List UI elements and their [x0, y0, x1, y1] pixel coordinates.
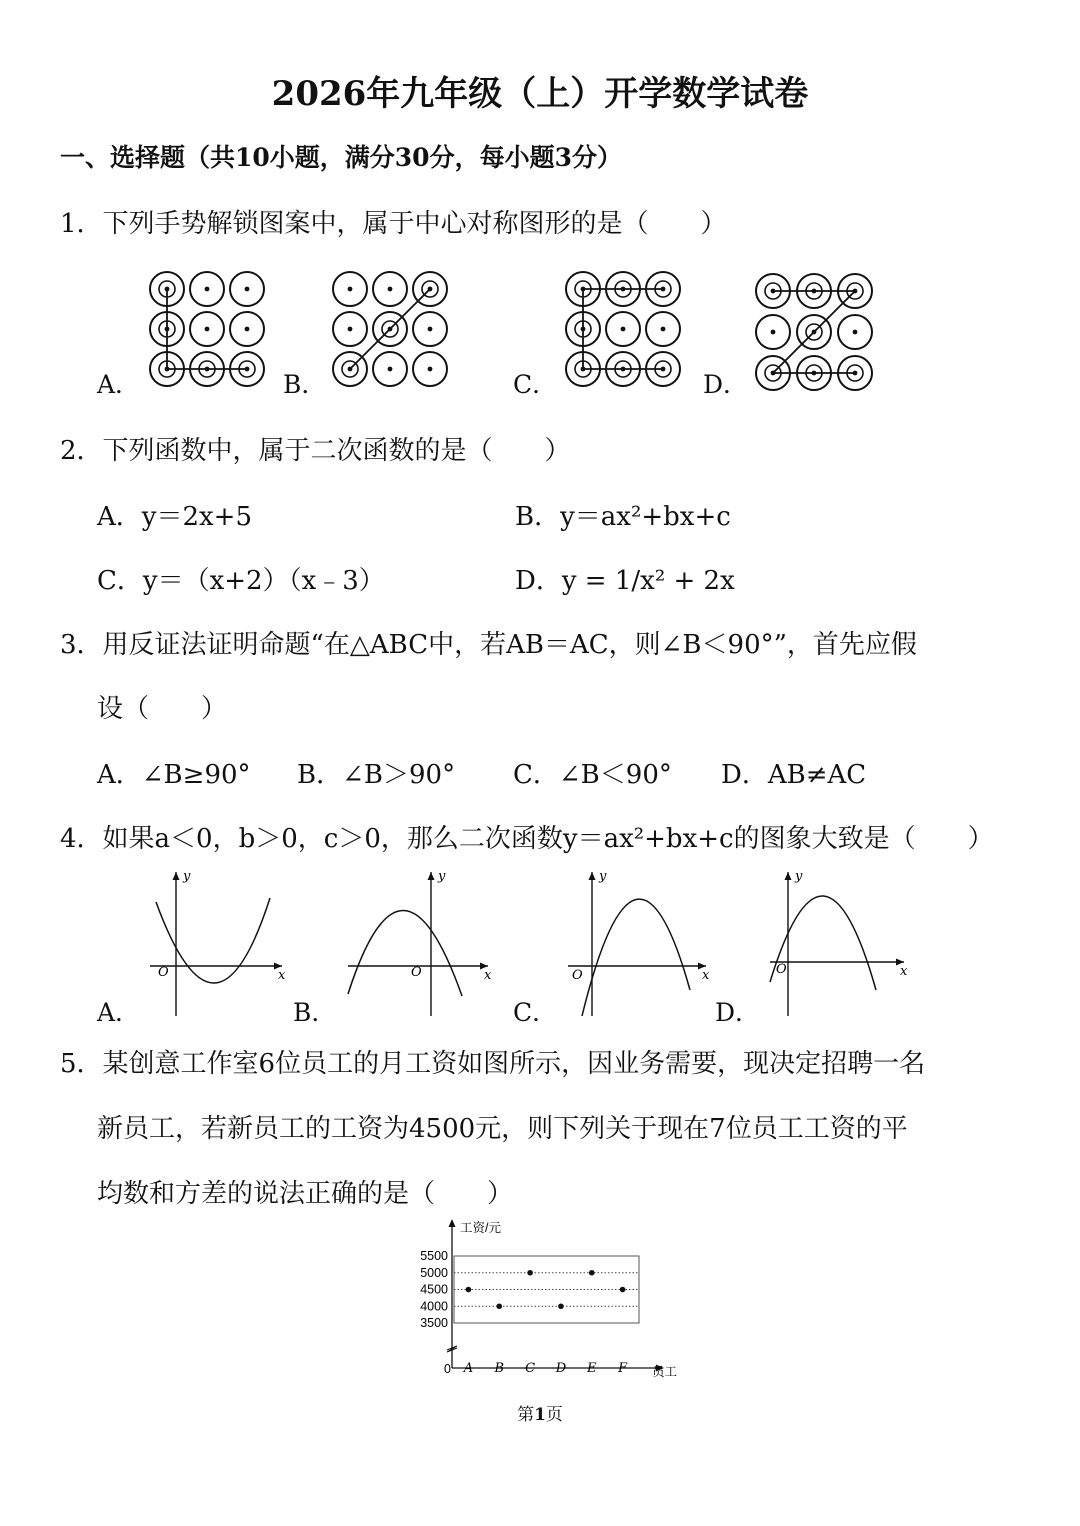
- q4-stem: 4．如果a＜0，b＞0，c＞0，那么二次函数y＝ax²+bx+c的图象大致是（ ）: [60, 824, 994, 854]
- q3-option-c: C．∠B＜90°: [513, 760, 672, 790]
- x-axis-label: x: [702, 968, 710, 983]
- x-axis-label: x: [484, 968, 492, 983]
- section-heading: 一、选择题（共10小题，满分30分，每小题3分）: [60, 143, 622, 172]
- parabola-graph-b: [344, 866, 494, 1016]
- y-axis-label: 工资/元: [460, 1221, 501, 1235]
- q2-option-d: D．y = 1/x² + 2x: [515, 566, 735, 596]
- grid-dot: [661, 327, 666, 332]
- q4-label-d: D．: [715, 998, 761, 1027]
- grid-dot: [853, 330, 858, 335]
- q3-option-d: D．AB≠AC: [721, 760, 867, 790]
- q1-label-a: A．: [97, 370, 141, 399]
- origin-label: O: [158, 965, 169, 980]
- x-tick-label: F: [618, 1361, 628, 1376]
- q2-stem: 2．下列函数中，属于二次函数的是（ ）: [60, 436, 571, 466]
- q1-label-c: C．: [513, 370, 558, 399]
- data-point: [589, 1270, 595, 1276]
- q1-stem: 1．下列手势解锁图案中，属于中心对称图形的是（ ）: [60, 209, 727, 239]
- y-tick-label: 5500: [420, 1249, 448, 1263]
- y-axis-arrow: [589, 872, 596, 880]
- q3-option-b: B．∠B＞90°: [297, 760, 456, 790]
- grid-dot: [388, 287, 393, 292]
- grid-dot: [348, 287, 353, 292]
- x-axis-label: 员工: [652, 1365, 678, 1379]
- y-axis-label: y: [183, 869, 191, 884]
- unlock-pattern-c: [564, 270, 684, 388]
- q1-label-b: B．: [283, 370, 327, 399]
- q4-label-a: A．: [97, 998, 141, 1027]
- grid-dot: [245, 327, 250, 332]
- q2-option-a: A．y＝2x+5: [97, 502, 252, 532]
- x-axis-label: x: [278, 968, 286, 983]
- grid-dot: [348, 327, 353, 332]
- grid-dot: [621, 327, 626, 332]
- y-axis-arrow: [785, 872, 792, 880]
- unlock-pattern-b: [331, 270, 451, 388]
- unlock-pattern-a: [148, 270, 268, 388]
- q5-stem-line1: 5．某创意工作室6位员工的月工资如图所示，因业务需要，现决定招聘一名: [60, 1049, 926, 1079]
- parabola-curve: [156, 898, 270, 983]
- unlock-pattern-d: [752, 270, 876, 388]
- grid-dot: [205, 327, 210, 332]
- wage-scatter-chart: [410, 1215, 690, 1385]
- parabola-graph-d: [766, 866, 910, 1016]
- x-tick-label: B: [494, 1361, 505, 1376]
- parabola-graph-c: [562, 866, 712, 1016]
- y-axis-label: y: [438, 869, 446, 884]
- x-tick-label: C: [525, 1361, 536, 1376]
- parabola-graph-a: [146, 866, 288, 1016]
- grid-dot: [771, 330, 776, 335]
- y-tick-label: 3500: [420, 1316, 448, 1330]
- q3-option-a: A．∠B≥90°: [97, 760, 251, 790]
- y-tick-label: 5000: [420, 1265, 448, 1280]
- parabola-curve: [348, 910, 462, 996]
- footer-suffix: 页: [545, 1405, 563, 1425]
- origin-label: O: [572, 968, 583, 983]
- origin-label: O: [776, 962, 787, 977]
- q3-stem-line2: 设（ ）: [97, 694, 228, 724]
- q1-label-d: D．: [703, 370, 749, 399]
- footer-prefix: 第: [517, 1405, 535, 1425]
- data-point: [496, 1303, 502, 1309]
- grid-dot: [428, 327, 433, 332]
- q5-stem-line3: 均数和方差的说法正确的是（ ）: [97, 1179, 514, 1209]
- origin-label: 0: [444, 1362, 451, 1376]
- page-footer: [0, 1400, 1080, 1425]
- y-axis-label: y: [795, 869, 803, 884]
- grid-dot: [205, 287, 210, 292]
- y-tick-label: 4000: [420, 1299, 448, 1314]
- y-tick-label: 4500: [420, 1282, 448, 1297]
- x-tick-label: E: [587, 1361, 597, 1376]
- footer-page-number: 1: [534, 1405, 546, 1425]
- q4-label-c: C．: [513, 998, 558, 1027]
- grid-dot: [388, 367, 393, 372]
- x-axis-label: x: [900, 964, 908, 979]
- page-title: 2026年九年级（上）开学数学试卷: [271, 74, 809, 114]
- data-point: [527, 1270, 533, 1276]
- q3-stem-line1: 3．用反证法证明命题“在△ABC中，若AB＝AC，则∠B＜90°”，首先应假: [60, 630, 917, 660]
- data-point: [466, 1287, 472, 1293]
- q5-stem-line2: 新员工，若新员工的工资为4500元，则下列关于现在7位员工工资的平: [97, 1114, 908, 1144]
- y-axis-arrow: [428, 872, 435, 880]
- y-axis-arrow: [173, 872, 180, 880]
- q4-label-b: B．: [293, 998, 337, 1027]
- y-axis-arrow: [449, 1219, 456, 1227]
- q2-option-b: B．y＝ax²+bx+c: [515, 502, 731, 532]
- x-tick-label: A: [463, 1361, 474, 1376]
- origin-label: O: [411, 965, 422, 980]
- parabola-curve: [582, 899, 690, 1016]
- grid-dot: [245, 287, 250, 292]
- x-tick-label: D: [555, 1361, 567, 1376]
- grid-dot: [428, 367, 433, 372]
- q2-option-c: C．y＝（x+2）（x﹣3）: [97, 566, 385, 596]
- data-point: [558, 1303, 564, 1309]
- data-point: [620, 1287, 626, 1293]
- y-axis-label: y: [599, 869, 607, 884]
